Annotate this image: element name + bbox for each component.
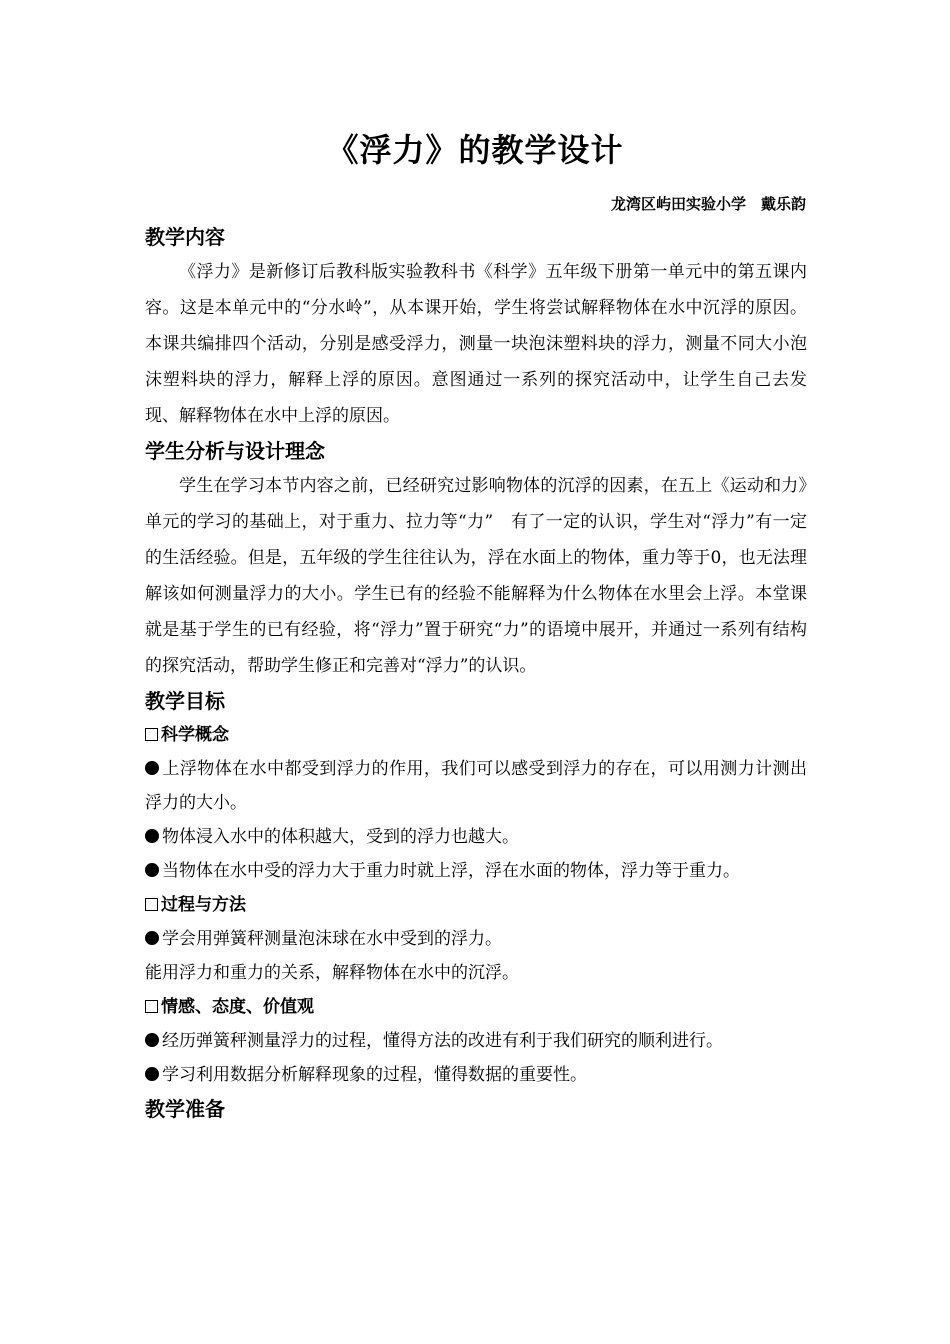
list-item: 当物体在水中受的浮力大于重力时就上浮，浮在水面的物体，浮力等于重力。 bbox=[145, 854, 807, 888]
subheading-process-label: 过程与方法 bbox=[161, 895, 246, 915]
checkbox-icon bbox=[145, 1000, 158, 1013]
section-heading-goals: 教学目标 bbox=[145, 689, 225, 713]
bullet-icon bbox=[145, 931, 159, 945]
subheading-emotion-label: 情感、态度、价值观 bbox=[161, 997, 314, 1017]
subheading-concepts-label: 科学概念 bbox=[161, 725, 229, 745]
list-item: 经历弹簧秤测量浮力的过程，懂得方法的改进有利于我们研究的顺利进行。 bbox=[145, 1024, 807, 1058]
checkbox-icon bbox=[145, 898, 158, 911]
document-title: 《浮力》的教学设计 bbox=[326, 131, 624, 169]
content-paragraph: 《浮力》是新修订后教科版实验教科书《科学》五年级下册第一单元中的第五课内容。这是本单元中的“分水岭”，从本课开始，学生将尝试解释物体在水中沉浮的原因。本课共编排四个活动，分别是感受浮力，测量一块泡沫塑料块的浮力，测量不同大小泡沫塑料块的浮力，解释上浮的原因。意图通过一系列的探究活动中，让学生自己去发现、解释物体在水中上浮的原因。 bbox=[145, 262, 807, 426]
document-body bbox=[145, 220, 807, 1126]
subheading-emotion bbox=[145, 990, 807, 1024]
section-heading-prep: 教学准备 bbox=[145, 1097, 225, 1121]
analysis-paragraph: 学生在学习本节内容之前，已经研究过影响物体的沉浮的因素，在五上《运动和力》单元的学习的基础上，对于重力、拉力等“力” 有了一定的认识，学生对“浮力”有一定的生活经验。但是，五年级的学生往往认为，浮在水面上的物体，重力等于0，也无法理解该如何测量浮力的大小。学生已有的经验不能解释为什么物体在水里会上浮。本堂课就是基于学生的已有经验，将“浮力”置于研究“力”的语境中展开，并通过一系列有结构的探究活动，帮助学生修正和完善对“浮力”的认识。 bbox=[145, 476, 807, 676]
list-item-plain: 能用浮力和重力的关系，解释物体在水中的沉浮。 bbox=[145, 963, 519, 983]
author-line: 龙湾区屿田实验小学 戴乐韵 bbox=[610, 195, 806, 213]
list-item: 学会用弹簧秤测量泡沫球在水中受到的浮力。 bbox=[145, 922, 807, 956]
bullet-icon bbox=[145, 1033, 159, 1047]
list-item: 上浮物体在水中都受到浮力的作用，我们可以感受到浮力的存在，可以用测力计测出浮力的大小。 bbox=[145, 759, 807, 813]
list-item: 物体浸入水中的体积越大，受到的浮力也越大。 bbox=[145, 820, 807, 854]
bullet-icon bbox=[145, 761, 159, 775]
section-heading-content: 教学内容 bbox=[145, 225, 225, 249]
subheading-concepts bbox=[145, 718, 807, 752]
list-item: 学习利用数据分析解释现象的过程，懂得数据的重要性。 bbox=[145, 1058, 807, 1092]
subheading-process bbox=[145, 888, 807, 922]
section-heading-analysis: 学生分析与设计理念 bbox=[145, 439, 325, 463]
bullet-icon bbox=[145, 863, 159, 877]
checkbox-icon bbox=[145, 728, 158, 741]
bullet-icon bbox=[145, 829, 159, 843]
bullet-icon bbox=[145, 1067, 159, 1081]
